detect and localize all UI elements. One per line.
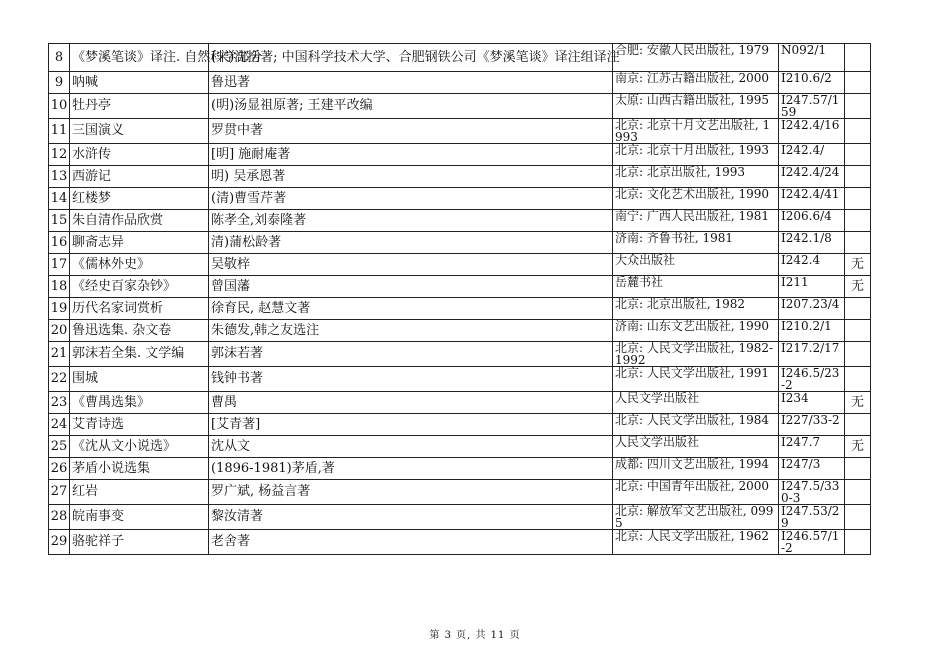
page-footer: 第 3 页, 共 11 页 bbox=[429, 630, 521, 641]
table-row bbox=[49, 188, 871, 210]
table-row bbox=[49, 505, 871, 530]
call-number-cell: I246.5/23-2 bbox=[779, 367, 845, 392]
table-row bbox=[49, 436, 871, 458]
row-number-cell: 13 bbox=[49, 166, 70, 188]
availability-cell bbox=[845, 458, 871, 480]
table-row bbox=[49, 232, 871, 254]
author-cell: (清)曹雪芹著 bbox=[209, 188, 613, 210]
book-title-cell: 茅盾小说选集 bbox=[70, 458, 209, 480]
availability-cell bbox=[845, 210, 871, 232]
row-number-cell: 20 bbox=[49, 320, 70, 342]
row-number-cell: 27 bbox=[49, 480, 70, 505]
book-title-cell: 艾青诗选 bbox=[70, 414, 209, 436]
table-row bbox=[49, 298, 871, 320]
call-number-cell: I210.6/2 bbox=[779, 72, 845, 94]
availability-cell bbox=[845, 530, 871, 555]
book-title-cell: 水浒传 bbox=[70, 144, 209, 166]
row-number-cell: 26 bbox=[49, 458, 70, 480]
availability-cell bbox=[845, 232, 871, 254]
availability-cell bbox=[845, 320, 871, 342]
availability-cell: 无 bbox=[845, 254, 871, 276]
availability-cell bbox=[845, 166, 871, 188]
publisher-cell: 北京: 解放军文艺出版社, 0995 bbox=[613, 505, 779, 530]
author-cell: (宋)沈括著; 中国科学技术大学、合肥钢铁公司《梦溪笔谈》译注组译注 bbox=[209, 44, 613, 72]
book-list-table bbox=[48, 43, 871, 555]
call-number-cell: I246.57/1-2 bbox=[779, 530, 845, 555]
row-number-cell: 8 bbox=[49, 44, 70, 72]
publisher-cell: 济南: 齐鲁书社, 1981 bbox=[613, 232, 779, 254]
publisher-cell: 北京: 中国青年出版社, 2000 bbox=[613, 480, 779, 505]
row-number-cell: 18 bbox=[49, 276, 70, 298]
publisher-cell: 人民文学出版社 bbox=[613, 436, 779, 458]
author-cell: 吴敬梓 bbox=[209, 254, 613, 276]
author-cell: 沈从文 bbox=[209, 436, 613, 458]
author-cell: 朱德发,韩之友选注 bbox=[209, 320, 613, 342]
row-number-cell: 28 bbox=[49, 505, 70, 530]
call-number-cell: I211 bbox=[779, 276, 845, 298]
call-number-cell: I242.4/16 bbox=[779, 119, 845, 144]
author-cell: [明] 施耐庵著 bbox=[209, 144, 613, 166]
book-title-cell: 骆驼祥子 bbox=[70, 530, 209, 555]
book-title-cell: 西游记 bbox=[70, 166, 209, 188]
table-row bbox=[49, 210, 871, 232]
row-number-cell: 24 bbox=[49, 414, 70, 436]
call-number-cell: I247.53/29 bbox=[779, 505, 845, 530]
call-number-cell: I217.2/17 bbox=[779, 342, 845, 367]
publisher-cell: 大众出版社 bbox=[613, 254, 779, 276]
author-cell: 清)蒲松龄著 bbox=[209, 232, 613, 254]
publisher-cell: 北京: 人民文学出版社, 1984 bbox=[613, 414, 779, 436]
table-row bbox=[49, 342, 871, 367]
book-title-cell: 鲁迅选集. 杂文卷 bbox=[70, 320, 209, 342]
author-cell: 鲁迅著 bbox=[209, 72, 613, 94]
table-row bbox=[49, 414, 871, 436]
publisher-cell: 北京: 人民文学出版社, 1982-1992 bbox=[613, 342, 779, 367]
book-title-cell: 《沈从文小说选》 bbox=[70, 436, 209, 458]
call-number-cell: I242.4/ bbox=[779, 144, 845, 166]
availability-cell: 无 bbox=[845, 436, 871, 458]
book-title-cell: 皖南事变 bbox=[70, 505, 209, 530]
author-cell: (明)汤显祖原著; 王建平改编 bbox=[209, 94, 613, 119]
publisher-cell: 太原: 山西古籍出版社, 1995 bbox=[613, 94, 779, 119]
call-number-cell: I206.6/4 bbox=[779, 210, 845, 232]
publisher-cell: 人民文学出版社 bbox=[613, 392, 779, 414]
book-title-cell: 《经史百家杂钞》 bbox=[70, 276, 209, 298]
publisher-cell: 岳麓书社 bbox=[613, 276, 779, 298]
author-cell: (1896-1981)茅盾,著 bbox=[209, 458, 613, 480]
book-title-cell: 《曹禺选集》 bbox=[70, 392, 209, 414]
availability-cell bbox=[845, 480, 871, 505]
table-row bbox=[49, 320, 871, 342]
publisher-cell: 北京: 人民文学出版社, 1962 bbox=[613, 530, 779, 555]
availability-cell bbox=[845, 144, 871, 166]
publisher-cell: 北京: 北京出版社, 1982 bbox=[613, 298, 779, 320]
publisher-cell: 北京: 文化艺术出版社, 1990 bbox=[613, 188, 779, 210]
table-row bbox=[49, 119, 871, 144]
row-number-cell: 29 bbox=[49, 530, 70, 555]
availability-cell bbox=[845, 94, 871, 119]
row-number-cell: 16 bbox=[49, 232, 70, 254]
row-number-cell: 12 bbox=[49, 144, 70, 166]
table-row bbox=[49, 94, 871, 119]
call-number-cell: I247.7 bbox=[779, 436, 845, 458]
row-number-cell: 9 bbox=[49, 72, 70, 94]
publisher-cell: 南宁: 广西人民出版社, 1981 bbox=[613, 210, 779, 232]
call-number-cell: I207.23/4 bbox=[779, 298, 845, 320]
publisher-cell: 成都: 四川文艺出版社, 1994 bbox=[613, 458, 779, 480]
author-cell: 郭沫若著 bbox=[209, 342, 613, 367]
call-number-cell: I247.57/159 bbox=[779, 94, 845, 119]
table-row bbox=[49, 392, 871, 414]
table-row bbox=[49, 530, 871, 555]
book-list-body bbox=[49, 44, 871, 555]
row-number-cell: 14 bbox=[49, 188, 70, 210]
availability-cell bbox=[845, 72, 871, 94]
call-number-cell: N092/1 bbox=[779, 44, 845, 72]
author-cell: 曹禺 bbox=[209, 392, 613, 414]
call-number-cell: I242.4 bbox=[779, 254, 845, 276]
call-number-cell: I234 bbox=[779, 392, 845, 414]
book-title-cell: 《梦溪笔谈》译注. 自然科学部分 bbox=[70, 44, 209, 72]
publisher-cell: 合肥: 安徽人民出版社, 1979 bbox=[613, 44, 779, 72]
availability-cell bbox=[845, 342, 871, 367]
availability-cell: 无 bbox=[845, 276, 871, 298]
table-row bbox=[49, 458, 871, 480]
table-row bbox=[49, 166, 871, 188]
call-number-cell: I210.2/1 bbox=[779, 320, 845, 342]
availability-cell bbox=[845, 188, 871, 210]
book-title-cell: 三国演义 bbox=[70, 119, 209, 144]
row-number-cell: 19 bbox=[49, 298, 70, 320]
table-row bbox=[49, 480, 871, 505]
call-number-cell: I227/33-2 bbox=[779, 414, 845, 436]
availability-cell bbox=[845, 119, 871, 144]
row-number-cell: 21 bbox=[49, 342, 70, 367]
book-list-sheet bbox=[48, 43, 870, 555]
availability-cell bbox=[845, 414, 871, 436]
author-cell: 徐育民, 赵慧文著 bbox=[209, 298, 613, 320]
row-number-cell: 25 bbox=[49, 436, 70, 458]
table-row bbox=[49, 367, 871, 392]
row-number-cell: 10 bbox=[49, 94, 70, 119]
book-title-cell: 聊斋志异 bbox=[70, 232, 209, 254]
call-number-cell: I242.1/8 bbox=[779, 232, 845, 254]
author-cell: 陈孝全,刘泰隆著 bbox=[209, 210, 613, 232]
book-title-cell: 红岩 bbox=[70, 480, 209, 505]
call-number-cell: I247.5/330-3 bbox=[779, 480, 845, 505]
table-row bbox=[49, 144, 871, 166]
author-cell: 罗贯中著 bbox=[209, 119, 613, 144]
publisher-cell: 北京: 人民文学出版社, 1991 bbox=[613, 367, 779, 392]
author-cell: 曾国藩 bbox=[209, 276, 613, 298]
book-title-cell: 牡丹亭 bbox=[70, 94, 209, 119]
book-title-cell: 朱自清作品欣赏 bbox=[70, 210, 209, 232]
availability-cell bbox=[845, 505, 871, 530]
book-title-cell: 历代名家词赏析 bbox=[70, 298, 209, 320]
book-title-cell: 呐喊 bbox=[70, 72, 209, 94]
book-title-cell: 红楼梦 bbox=[70, 188, 209, 210]
author-cell: [艾青著] bbox=[209, 414, 613, 436]
row-number-cell: 17 bbox=[49, 254, 70, 276]
availability-cell bbox=[845, 367, 871, 392]
author-cell: 钱钟书著 bbox=[209, 367, 613, 392]
availability-cell bbox=[845, 298, 871, 320]
book-title-cell: 围城 bbox=[70, 367, 209, 392]
call-number-cell: I242.4/24 bbox=[779, 166, 845, 188]
publisher-cell: 南京: 江苏古籍出版社, 2000 bbox=[613, 72, 779, 94]
publisher-cell: 济南: 山东文艺出版社, 1990 bbox=[613, 320, 779, 342]
author-cell: 罗广斌, 杨益言著 bbox=[209, 480, 613, 505]
author-cell: 明) 吴承恩著 bbox=[209, 166, 613, 188]
author-cell: 黎汝清著 bbox=[209, 505, 613, 530]
row-number-cell: 22 bbox=[49, 367, 70, 392]
publisher-cell: 北京: 北京十月出版社, 1993 bbox=[613, 144, 779, 166]
book-title-cell: 郭沫若全集. 文学编 bbox=[70, 342, 209, 367]
book-title-cell: 《儒林外史》 bbox=[70, 254, 209, 276]
row-number-cell: 23 bbox=[49, 392, 70, 414]
row-number-cell: 15 bbox=[49, 210, 70, 232]
author-cell: 老舍著 bbox=[209, 530, 613, 555]
table-row bbox=[49, 254, 871, 276]
publisher-cell: 北京: 北京出版社, 1993 bbox=[613, 166, 779, 188]
call-number-cell: I242.4/41 bbox=[779, 188, 845, 210]
call-number-cell: I247/3 bbox=[779, 458, 845, 480]
availability-cell bbox=[845, 44, 871, 72]
table-row bbox=[49, 276, 871, 298]
table-row bbox=[49, 72, 871, 94]
table-row bbox=[49, 44, 871, 72]
availability-cell: 无 bbox=[845, 392, 871, 414]
publisher-cell: 北京: 北京十月文艺出版社, 1993 bbox=[613, 119, 779, 144]
row-number-cell: 11 bbox=[49, 119, 70, 144]
